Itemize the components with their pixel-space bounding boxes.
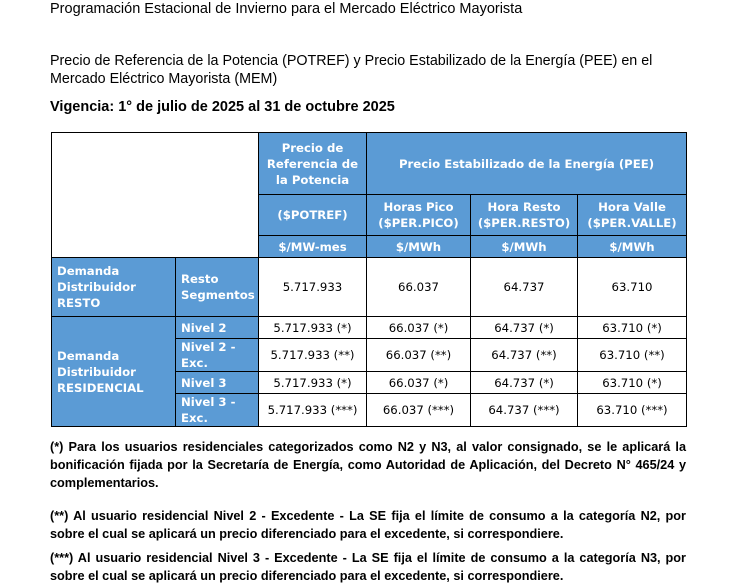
segment-label: Nivel 3 - Exc. [176,394,259,427]
table-corner-cell [52,133,259,258]
valle-value: 63.710 (***) [578,394,687,427]
footnote-double-asterisk: (**) Al usuario residencial Nivel 2 - Excedente - La SE fija el límite de consumo a la categoría N2, por sobre el cual se aplicará un precio diferenciado para el excedente, si correspondiere. [50,509,686,541]
resto-value: 64.737 (***) [471,394,578,427]
group-label-residencial: Demanda Distribuidor RESIDENCIAL [52,317,176,427]
unit-energia-pico: $/MWh [367,236,471,258]
pico-value: 66.037 (**) [367,339,471,372]
potref-value: 5.717.933 (**) [259,339,367,372]
potref-code-header: ($POTREF) [259,195,367,236]
footnote-triple-asterisk: (***) Al usuario residencial Nivel 3 - Excedente - La SE fija el límite de consumo a la categoría N3, por sobre el cual se aplicará un precio diferenciado para el excedente, si correspondiere. [50,551,686,583]
document-title: Programación Estacional de Invierno para el Mercado Eléctrico Mayorista [50,1,523,17]
pee-header: Precio Estabilizado de la Energía (PEE) [367,133,687,195]
valle-header: Hora Valle ($PER.VALLE) [578,195,687,236]
document-subtitle: Precio de Referencia de la Potencia (POTREF) y Precio Estabilizado de la Energía (PEE) en el Mercado Eléctrico Mayorista (MEM) [50,53,653,87]
group-label-resto: Demanda Distribuidor RESTO [52,258,176,317]
segment-label: Nivel 2 - Exc. [176,339,259,372]
table-row [52,258,687,317]
potref-value: 5.717.933 (*) [259,317,367,339]
segment-label: Nivel 3 [176,372,259,394]
segment-label: Nivel 2 [176,317,259,339]
potref-header: Precio de Referencia de la Potencia [259,133,367,195]
potref-value: 5.717.933 (***) [259,394,367,427]
resto-header: Hora Resto ($PER.RESTO) [471,195,578,236]
validity-period: Vigencia: 1° de julio de 2025 al 31 de octubre 2025 [50,99,395,115]
pico-value: 66.037 (***) [367,394,471,427]
pico-value: 66.037 [367,258,471,317]
footnote-single-asterisk: (*) Para los usuarios residenciales categorizados como N2 y N3, al valor consignado, se le aplicará la bonificación fijada por la Secretaría de Energía, como Autoridad de Aplicación, del Decreto N° 465/24 y complementarios. [50,440,686,490]
unit-potencia: $/MW-mes [259,236,367,258]
table-row [52,317,687,339]
valle-value: 63.710 (*) [578,317,687,339]
potref-value: 5.717.933 (*) [259,372,367,394]
resto-value: 64.737 [471,258,578,317]
price-table [51,132,687,427]
resto-value: 64.737 (*) [471,317,578,339]
unit-energia-valle: $/MWh [578,236,687,258]
segment-label: Resto Segmentos [176,258,259,317]
resto-value: 64.737 (*) [471,372,578,394]
valle-value: 63.710 [578,258,687,317]
valle-value: 63.710 (**) [578,339,687,372]
unit-energia-resto: $/MWh [471,236,578,258]
pico-value: 66.037 (*) [367,317,471,339]
potref-value: 5.717.933 [259,258,367,317]
valle-value: 63.710 (*) [578,372,687,394]
pico-header: Horas Pico ($PER.PICO) [367,195,471,236]
pico-value: 66.037 (*) [367,372,471,394]
resto-value: 64.737 (**) [471,339,578,372]
